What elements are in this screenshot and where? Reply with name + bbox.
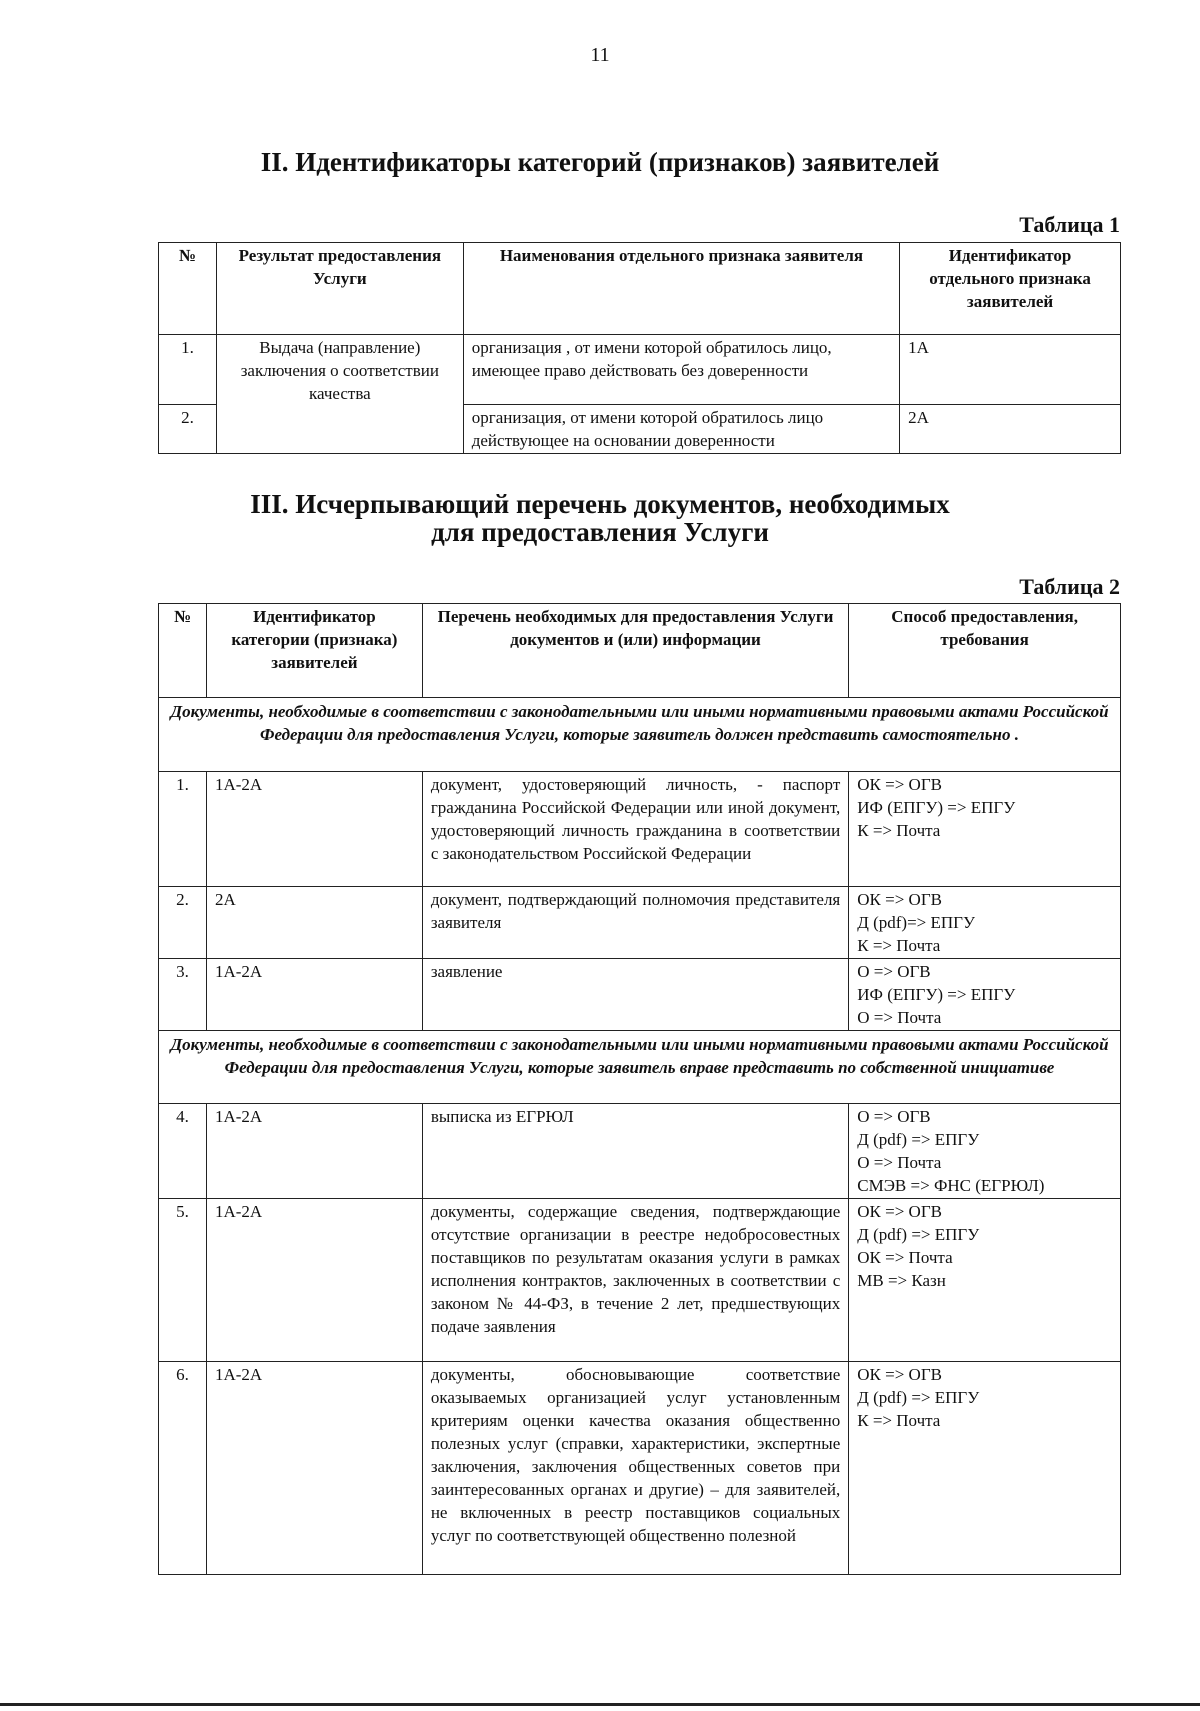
header-identifier: Идентификатор отдельного признака заявителей <box>900 243 1121 335</box>
method-item: К => Почта <box>857 821 941 840</box>
row-number: 3. <box>159 959 207 1031</box>
table-row <box>159 1362 1121 1575</box>
row-methods <box>849 887 1121 959</box>
method-item: К => Почта <box>857 1411 941 1430</box>
row-number: 4. <box>159 1104 207 1199</box>
group-row <box>159 698 1121 772</box>
row-number: 6. <box>159 1362 207 1575</box>
row-number: 1. <box>159 772 207 887</box>
method-item: Д (pdf)=> ЕПГУ <box>857 913 976 932</box>
row-number: 1. <box>159 335 217 405</box>
section-iii-title-line2: для предоставления Услуги <box>431 517 769 547</box>
method-item: К => Почта <box>857 936 941 955</box>
table-1 <box>158 242 1121 454</box>
row-document: документы, обосновывающие соответствие оказываемых организацией услуг установленным критериям оценки качества оказания общественно полезных услуг (справки, характеристики, экспертные заключения, заключения общественных советов при заинтересованных органах и другие) – для заявителей, не включенных в реестр поставщиков социальных услуг по соответствующей общественно полезной <box>422 1362 848 1575</box>
row-category: 1А-2А <box>206 772 422 887</box>
row-identifier: 1А <box>900 335 1121 405</box>
method-item: ОК => ОГВ <box>857 775 942 794</box>
method-item: ОК => ОГВ <box>857 1365 942 1384</box>
row-attribute-name: организация , от имени которой обратилось лицо, имеющее право действовать без доверенности <box>463 335 899 405</box>
table2-caption: Таблица 2 <box>1019 574 1120 599</box>
method-item: Д (pdf) => ЕПГУ <box>857 1388 980 1407</box>
method-item: ИФ (ЕПГУ) => ЕПГУ <box>857 798 1016 817</box>
header-result: Результат предоставления Услуги <box>216 243 463 335</box>
group-row <box>159 1031 1121 1104</box>
row-document: документы, содержащие сведения, подтверждающие отсутствие организации в реестре недобросовестных поставщиков по результатам оказания услуги в рамках исполнения контрактов, заключенных в соответствии с законом № 44-ФЗ, в течение 2 лет, предшествующих подаче заявления <box>422 1199 848 1362</box>
row-result: Выдача (направление) заключения о соответствии качества <box>216 335 463 454</box>
row-number: 5. <box>159 1199 207 1362</box>
table-row <box>159 772 1121 887</box>
bottom-rule <box>0 1703 1200 1706</box>
method-item: ОК => Почта <box>857 1248 953 1267</box>
table-row <box>159 959 1121 1031</box>
row-document: выписка из ЕГРЮЛ <box>422 1104 848 1199</box>
row-number: 2. <box>159 405 217 454</box>
group-heading-optional: Документы, необходимые в соответствии с законодательными или иными нормативными правовыми актами Российской Федерации для предоставления Услуги, которые заявитель вправе представить по собственной инициативе <box>159 1031 1121 1104</box>
header-number: № <box>159 604 207 698</box>
table-row <box>159 887 1121 959</box>
method-item: Д (pdf) => ЕПГУ <box>857 1130 980 1149</box>
table-row <box>159 335 1121 405</box>
method-item: О => ОГВ <box>857 1107 931 1126</box>
header-category-id: Идентификатор категории (признака) заявителей <box>206 604 422 698</box>
row-category: 1А-2А <box>206 1199 422 1362</box>
header-submission-method: Способ предоставления, требования <box>849 604 1121 698</box>
method-item: О => ОГВ <box>857 962 931 981</box>
row-document: документ, подтверждающий полномочия представителя заявителя <box>422 887 848 959</box>
row-methods <box>849 1104 1121 1199</box>
section-iii-title <box>0 490 1200 546</box>
method-item: ОК => ОГВ <box>857 890 942 909</box>
row-methods <box>849 1362 1121 1575</box>
row-document: заявление <box>422 959 848 1031</box>
row-number: 2. <box>159 887 207 959</box>
table-row <box>159 1199 1121 1362</box>
row-category: 1А-2А <box>206 1362 422 1575</box>
section-ii-title: II. Идентификаторы категорий (признаков) заявителей <box>260 147 940 177</box>
method-item: МВ => Казн <box>857 1271 946 1290</box>
table-row <box>159 1104 1121 1199</box>
row-attribute-name: организация, от имени которой обратилось лицо действующее на основании доверенности <box>463 405 899 454</box>
table-header-row <box>159 604 1121 698</box>
row-methods <box>849 959 1121 1031</box>
header-number: № <box>159 243 217 335</box>
table1-caption: Таблица 1 <box>1019 212 1120 237</box>
method-item: О => Почта <box>857 1153 942 1172</box>
section-iii-title-line1: III. Исчерпывающий перечень документов, необходимых <box>250 489 950 519</box>
row-identifier: 2А <box>900 405 1121 454</box>
method-item: СМЭВ => ФНС (ЕГРЮЛ) <box>857 1176 1045 1195</box>
row-methods <box>849 772 1121 887</box>
row-document: документ, удостоверяющий личность, - паспорт гражданина Российской Федерации или иной документ, удостоверяющий личность гражданина в соответствии с законодательством Российской Федерации <box>422 772 848 887</box>
header-attribute-name: Наименования отдельного признака заявителя <box>463 243 899 335</box>
row-category: 1А-2А <box>206 1104 422 1199</box>
page-number: 11 <box>590 44 610 66</box>
method-item: О => Почта <box>857 1008 942 1027</box>
header-document-list: Перечень необходимых для предоставления Услуги документов и (или) информации <box>422 604 848 698</box>
row-category: 1А-2А <box>206 959 422 1031</box>
row-methods <box>849 1199 1121 1362</box>
method-item: Д (pdf) => ЕПГУ <box>857 1225 980 1244</box>
table-2 <box>158 603 1121 1575</box>
method-item: ОК => ОГВ <box>857 1202 942 1221</box>
table-header-row <box>159 243 1121 335</box>
group-heading-mandatory: Документы, необходимые в соответствии с законодательными или иными нормативными правовыми актами Российской Федерации для предоставления Услуги, которые заявитель должен представить самостоятельно . <box>159 698 1121 772</box>
row-category: 2А <box>206 887 422 959</box>
method-item: ИФ (ЕПГУ) => ЕПГУ <box>857 985 1016 1004</box>
